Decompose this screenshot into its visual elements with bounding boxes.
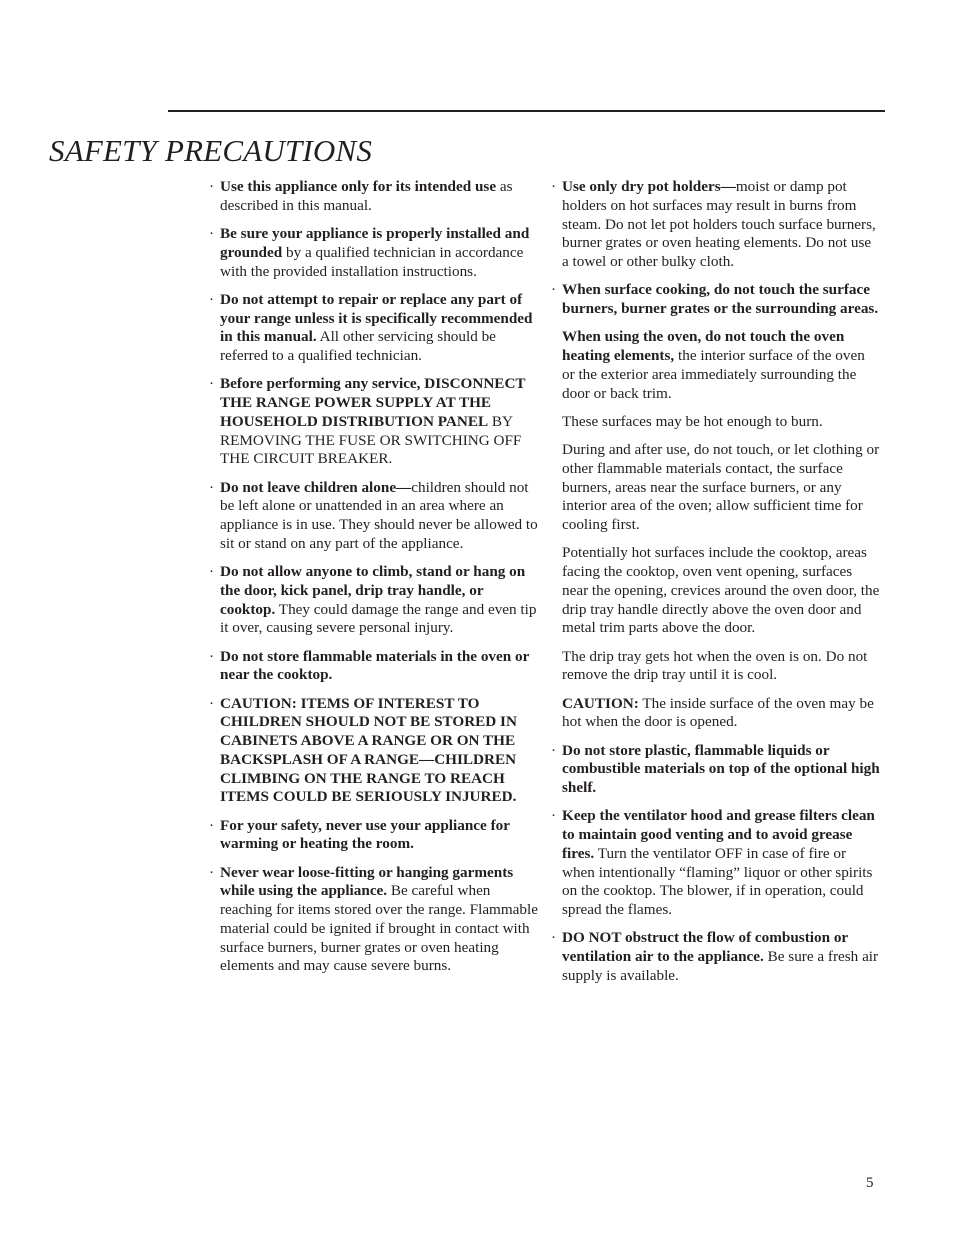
item-text: Turn the ventilator OFF in case of fire or when intentionally “flaming” liquor or other spirits on the cooktop. The blower, if in operation, could spread the flames. — [562, 844, 873, 918]
paragraph-text: the interior surface of the oven or the exterior area immediately surrounding the door or back trim. — [562, 347, 865, 402]
item-bold: Use this appliance only for its intended use — [220, 178, 497, 195]
safety-item — [209, 375, 539, 469]
page-title: SAFETY PRECAUTIONS — [49, 133, 373, 168]
safety-item — [551, 281, 881, 319]
safety-item — [551, 178, 881, 272]
bullet-icon: · — [209, 290, 215, 308]
bullet-icon: · — [551, 178, 557, 195]
item-text: moist or damp pot holders on hot surfaces may result in burns from steam. Do not let pot holders touch surface burners, burner grates or oven heating elements. Do not use a towel or other bulky cloth. — [562, 178, 876, 270]
paragraph-text: The inside surface of the oven may be hot when the door is opened. — [562, 694, 874, 731]
bullet-icon: · — [209, 225, 215, 242]
item-bold: DO NOT obstruct the flow of combustion or ventilation air to the appliance. — [562, 929, 848, 965]
left-column — [209, 178, 539, 986]
paragraph-bold: When using the oven, do not touch the oven heating elements, — [562, 328, 845, 364]
item-bold: Do not store plastic, flammable liquids or combustible materials on top of the optional high shelf. — [562, 741, 880, 796]
safety-item — [209, 291, 539, 366]
safety-paragraph — [551, 328, 881, 403]
item-bold: Do not attempt to repair or replace any part of your range unless it is specifically recommended in this manual. — [220, 290, 533, 346]
safety-item — [209, 563, 539, 638]
paragraph-bold: CAUTION: — [562, 694, 639, 712]
item-text: by a qualified technician in accordance with the provided installation instructions. — [220, 243, 524, 280]
bullet-icon: · — [551, 929, 557, 947]
safety-item — [209, 817, 539, 855]
bullet-icon: · — [209, 478, 215, 496]
bullet-icon: · — [209, 563, 215, 580]
item-bold: For your safety, never use your appliance for warming or heating the room. — [220, 816, 510, 853]
item-bold: Be sure your appliance is properly installed and grounded — [220, 225, 530, 261]
safety-paragraph — [551, 441, 881, 535]
bullet-icon: · — [551, 807, 557, 825]
bullet-icon: · — [209, 647, 215, 665]
paragraph-text: Potentially hot surfaces include the cooktop, areas facing the cooktop, oven vent opening, surfaces near the opening, crevices around the oven door, the drip tray handle directly above the oven door and metal trim parts above the door. — [562, 544, 880, 637]
paragraph-text: The drip tray gets hot when the oven is on. Do not remove the drip tray until it is cool. — [562, 647, 868, 684]
item-bold: Keep the ventilator hood and grease filters clean to maintain good venting and to avoid grease fires. — [562, 807, 875, 862]
paragraph-text: During and after use, do not touch, or let clothing or other flammable materials contact, the surface burners, areas near the surface burners, or any interior area of the oven; allow sufficient time for cooling first. — [562, 441, 880, 533]
bullet-icon: · — [209, 178, 215, 195]
bullet-icon: · — [209, 375, 215, 393]
bullet-icon: · — [209, 816, 215, 834]
item-text: They could damage the range and even tip it over, causing severe personal injury. — [220, 600, 537, 637]
safety-paragraph — [551, 413, 881, 432]
item-bold: Before performing any service, DISCONNECT THE RANGE POWER SUPPLY AT THE HOUSEHOLD DISTRIBUTION PANEL — [220, 375, 526, 430]
item-bold: When surface cooking, do not touch the surface burners, burner grates or the surrounding areas. — [562, 281, 879, 317]
item-text: children should not be left alone or unattended in an area where an appliance is in use. They should never be allowed to sit or stand on any part of the appliance. — [220, 478, 538, 552]
safety-paragraph — [551, 695, 881, 733]
item-text: Be careful when reaching for items stored over the range. Flammable material could be ignited if brought in contact with surface burners, burner grates or oven heating elements and may cause severe burns. — [220, 882, 538, 975]
safety-paragraph — [551, 544, 881, 638]
bullet-icon: · — [551, 741, 557, 759]
item-text: as described in this manual. — [220, 178, 513, 214]
safety-item — [209, 648, 539, 686]
bullet-icon: · — [209, 694, 215, 712]
safety-item — [209, 864, 539, 977]
item-bold: Do not allow anyone to climb, stand or hang on the door, kick panel, drip tray handle, or cooktop. — [220, 563, 526, 618]
safety-item — [551, 807, 881, 920]
item-bold: CAUTION: ITEMS OF INTEREST TO CHILDREN SHOULD NOT BE STORED IN CABINETS ABOVE A RANGE OR ON THE BACKSPLASH OF A RANGE—CHILDREN CLIMBING ON THE RANGE TO REACH ITEMS COULD BE SERIOUSLY INJURED. — [220, 694, 517, 806]
item-bold: Do not leave children alone— — [220, 478, 412, 496]
safety-item — [209, 479, 539, 554]
safety-paragraph — [551, 648, 881, 686]
safety-item — [551, 929, 881, 985]
safety-item — [209, 695, 539, 808]
safety-item — [551, 742, 881, 798]
item-text: BY REMOVING THE FUSE OR SWITCHING OFF THE CIRCUIT BREAKER. — [220, 412, 522, 468]
paragraph-text: These surfaces may be hot enough to burn. — [562, 412, 823, 430]
safety-item — [209, 178, 539, 216]
header-rule — [168, 110, 885, 112]
item-text: Be sure a fresh air supply is available. — [562, 948, 879, 984]
page-number: 5 — [866, 1175, 874, 1191]
right-column — [551, 178, 881, 995]
item-bold: Never wear loose-fitting or hanging garments while using the appliance. — [220, 863, 514, 900]
item-bold: Do not store flammable materials in the oven or near the cooktop. — [220, 647, 530, 684]
item-bold: Use only dry pot holders— — [562, 178, 736, 195]
bullet-icon: · — [551, 281, 557, 299]
safety-item — [209, 225, 539, 281]
bullet-icon: · — [209, 863, 215, 881]
item-text: All other servicing should be referred to a qualified technician. — [220, 328, 496, 364]
